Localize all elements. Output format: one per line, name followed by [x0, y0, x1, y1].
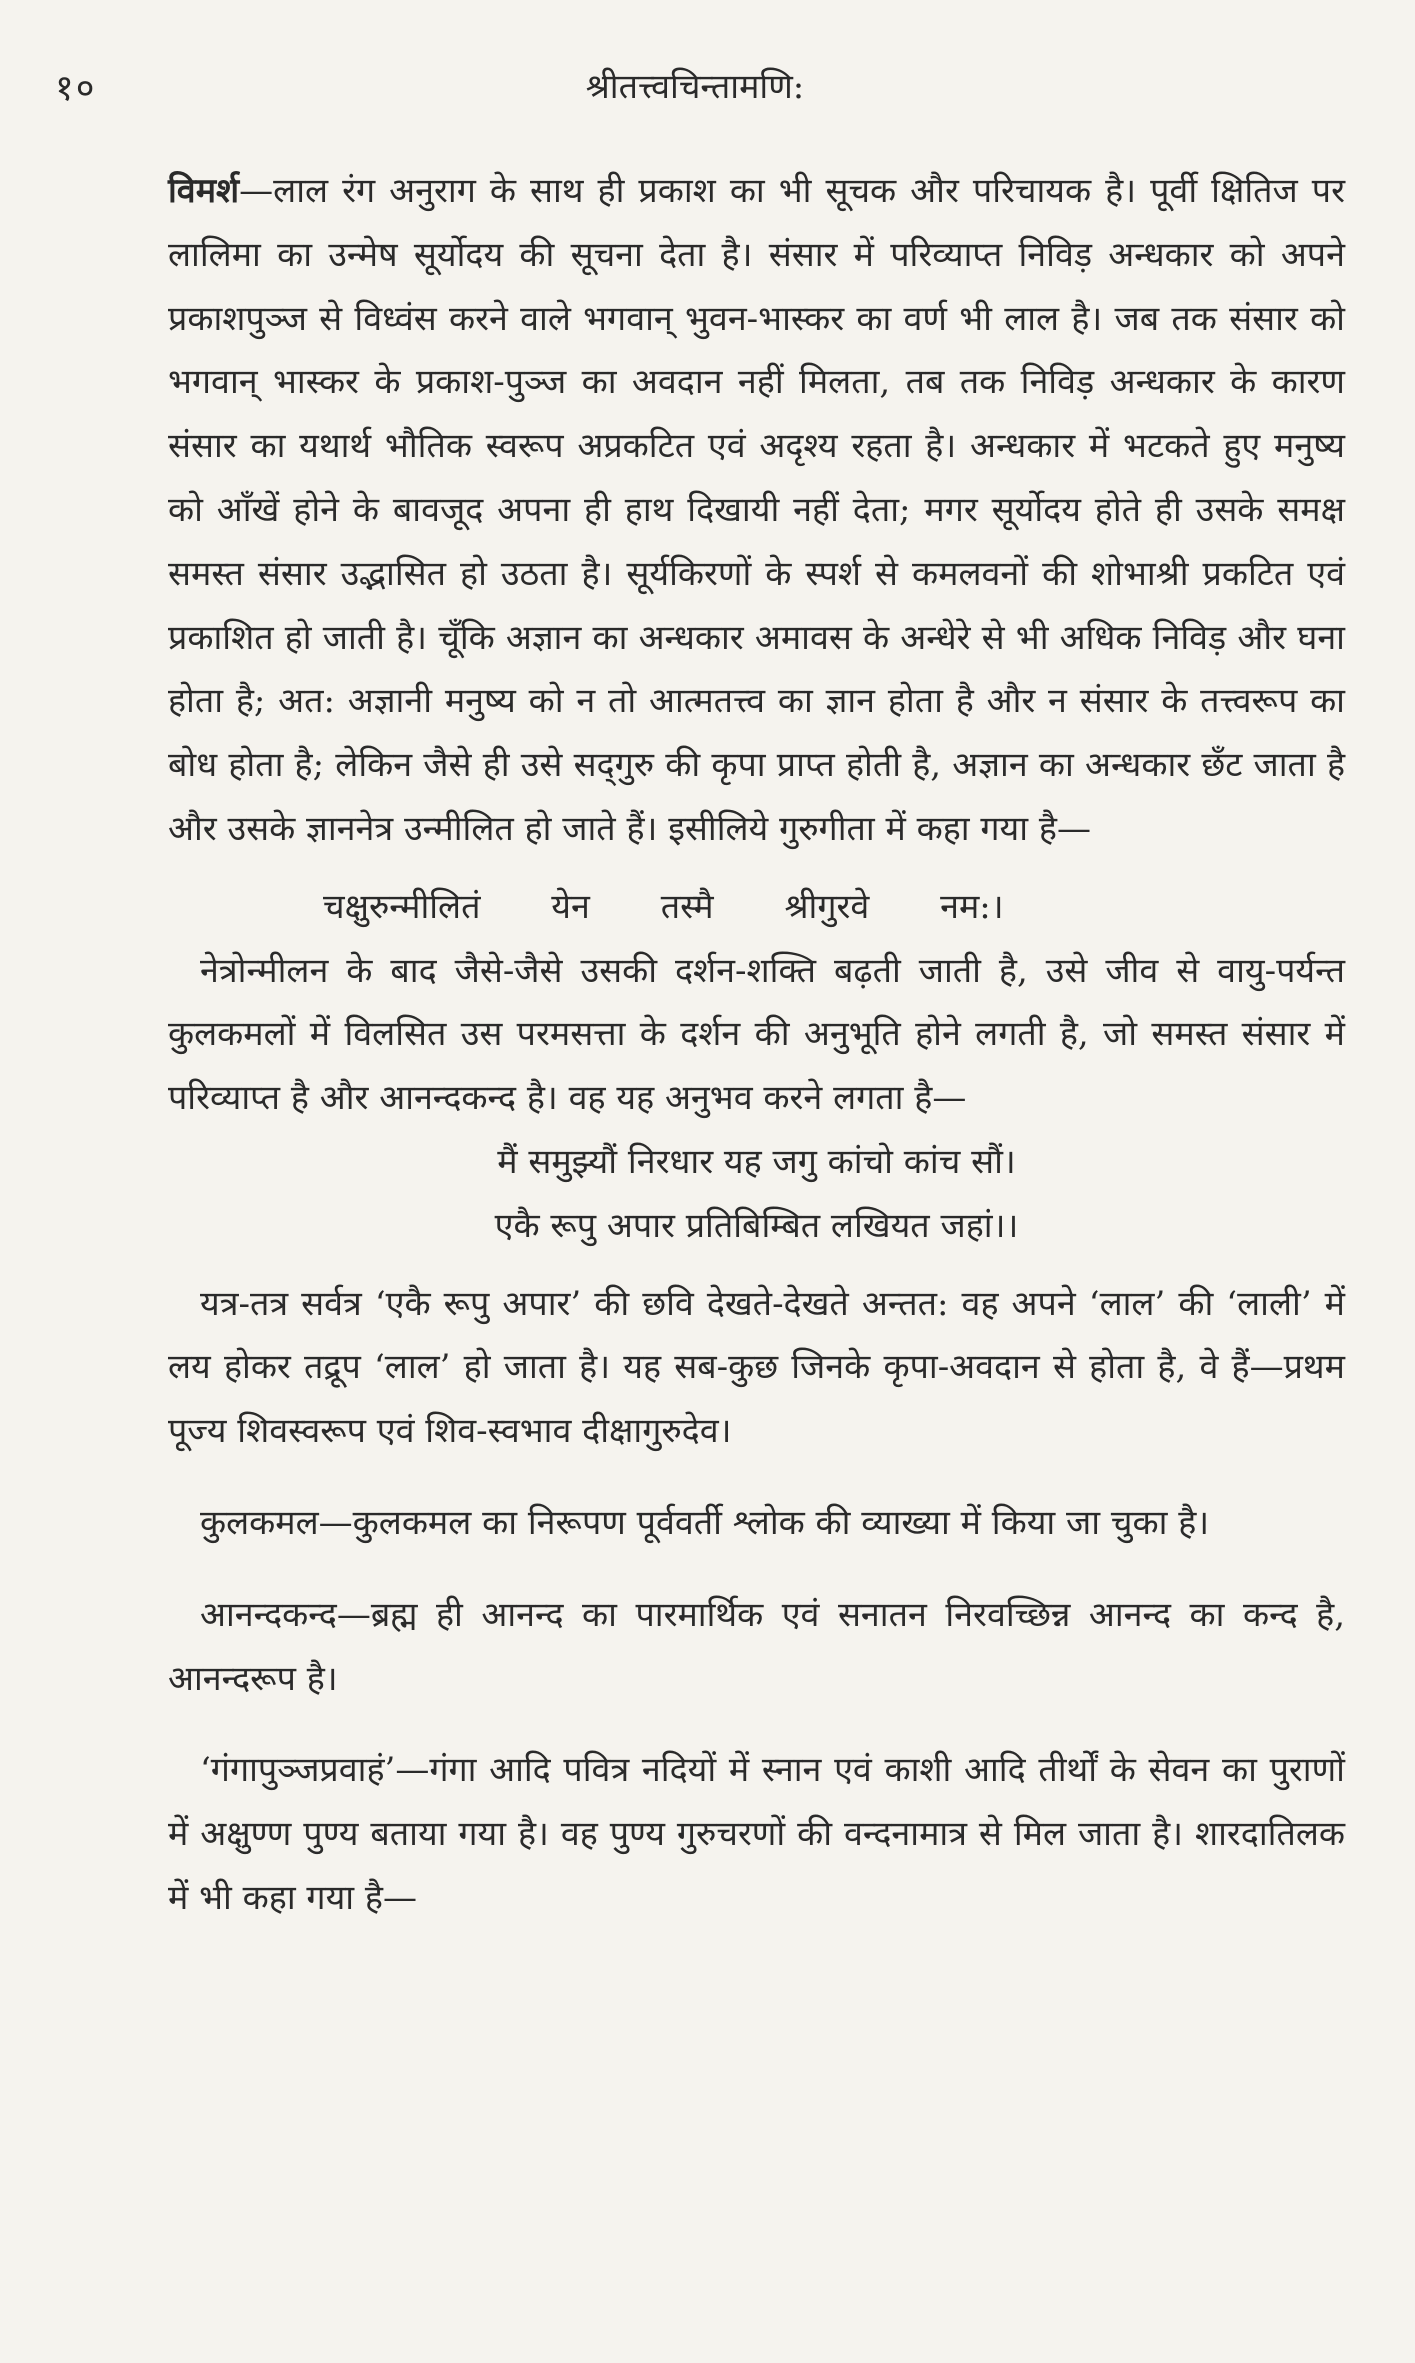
spacer: [168, 862, 1345, 876]
term-vimarsh: विमर्श: [168, 171, 240, 211]
spacer: [168, 1711, 1345, 1739]
quote-gurugita: चक्षुरुन्मीलितं येन तस्मै श्रीगुरवे नम:।: [323, 886, 1004, 927]
paragraph-kulakamal: कुलकमल—कुलकमल का निरूपण पूर्ववर्ती श्लोक की व्याख्या में किया जा चुका है।: [200, 1502, 1210, 1543]
spacer: [168, 1259, 1345, 1273]
page-header: [55, 62, 1335, 122]
paragraph-ekai-roopu: यत्र-तत्र सर्वत्र ‘एकै रूपु अपार’ की छवि देखते-देखते अन्तत: वह अपने ‘लाल’ की ‘लाली’ में लय होकर तद्रूप ‘लाल’ हो जाता है। यह सब-कुछ जिनके कृपा-अवदान से होता है, वे हैं—प्रथम पूज्य शिवस्वरूप एवं शिव-स्वभाव दीक्षागुरुदेव।: [168, 1283, 1346, 1452]
paragraph-vimarsh: [168, 160, 1345, 862]
paragraph-anandakand: आनन्दकन्द—ब्रह्म ही आनन्द का पारमार्थिक एवं सनातन निरवच्छिन्न आनन्द का कन्द है, आनन्दरूप है।: [168, 1594, 1345, 1699]
paragraph-vimarsh-text: —लाल रंग अनुराग के साथ ही प्रकाश का भी सूचक और परिचायक है। पूर्वी क्षितिज पर लालिमा का उन्मेष सूर्योदय की सूचना देता है। संसार में परिव्याप्त निविड़ अन्धकार को अपने प्रकाशपुञ्ज से विध्वंस करने वाले भगवान् भुवन-भास्कर का वर्ण भी लाल है। जब तक संसार को भगवान् भास्कर के प्रकाश-पुञ्ज का अवदान नहीं मिलता, तब तक निविड़ अन्धकार के कारण संसार का यथार्थ भौतिक स्वरूप अप्रकटित एवं अदृश्य रहता है। अन्धकार में भटकते हुए मनुष्य को आँखें होने के बावजूद अपना ही हाथ दिखायी नहीं देता; मगर सूर्योदय होते ही उसके समक्ष समस्त संसार उद्भासित हो उठता है। सूर्यकिरणों के स्पर्श से कमलवनों की शोभाश्री प्रकटित एवं प्रकाशित हो जाती है। चूँकि अज्ञान का अन्धकार अमावस के अन्धेरे से भी अधिक निविड़ और घना होता है; अत: अज्ञानी मनुष्य को न तो आत्मतत्त्व का ज्ञान होता है और न संसार के तत्त्वरूप का बोध होता है; लेकिन जैसे ही उसे सद्‌गुरु की कृपा प्राप्त होती है, अज्ञान का अन्धकार छँट जाता है और उसके ज्ञाननेत्र उन्मीलित हो जाते हैं। इसीलिये गुरुगीता में कहा गया है—: [168, 171, 1345, 849]
running-title: श्रीतत्त्वचिन्तामणि:: [585, 67, 805, 107]
paragraph-netronmilan: नेत्रोन्मीलन के बाद जैसे-जैसे उसकी दर्शन-शक्ति बढ़ती जाती है, उसे जीव से वायु-पर्यन्त कुलकमलों में विलसित उस परमसत्ता के दर्शन की अनुभूति होने लगती है, जो समस्त संसार में परिव्याप्त है और आनन्दकन्द है। वह यह अनुभव करने लगता है—: [168, 950, 1345, 1119]
paragraph-gangapunja: ‘गंगापुञ्जप्रवाहं’—गंगा आदि पवित्र नदियों में स्नान एवं काशी आदि तीर्थों के सेवन का पुराणों में अक्षुण्ण पुण्य बताया गया है। वह पुण्य गुरुचरणों की वन्दनामात्र से मिल जाता है। शारदातिलक में भी कहा गया है—: [168, 1750, 1345, 1918]
spacer: [168, 1556, 1345, 1584]
page-number: १०: [55, 68, 97, 109]
main-text: [168, 160, 1345, 1931]
verse-line-2: एकै रूपु अपार प्रतिबिम्बित लखियत जहां।।: [494, 1205, 1019, 1246]
verse-line-1: मैं समुझ्यौं निरधार यह जगु कांचो कांच सौं।: [497, 1141, 1016, 1182]
spacer: [168, 1464, 1345, 1492]
